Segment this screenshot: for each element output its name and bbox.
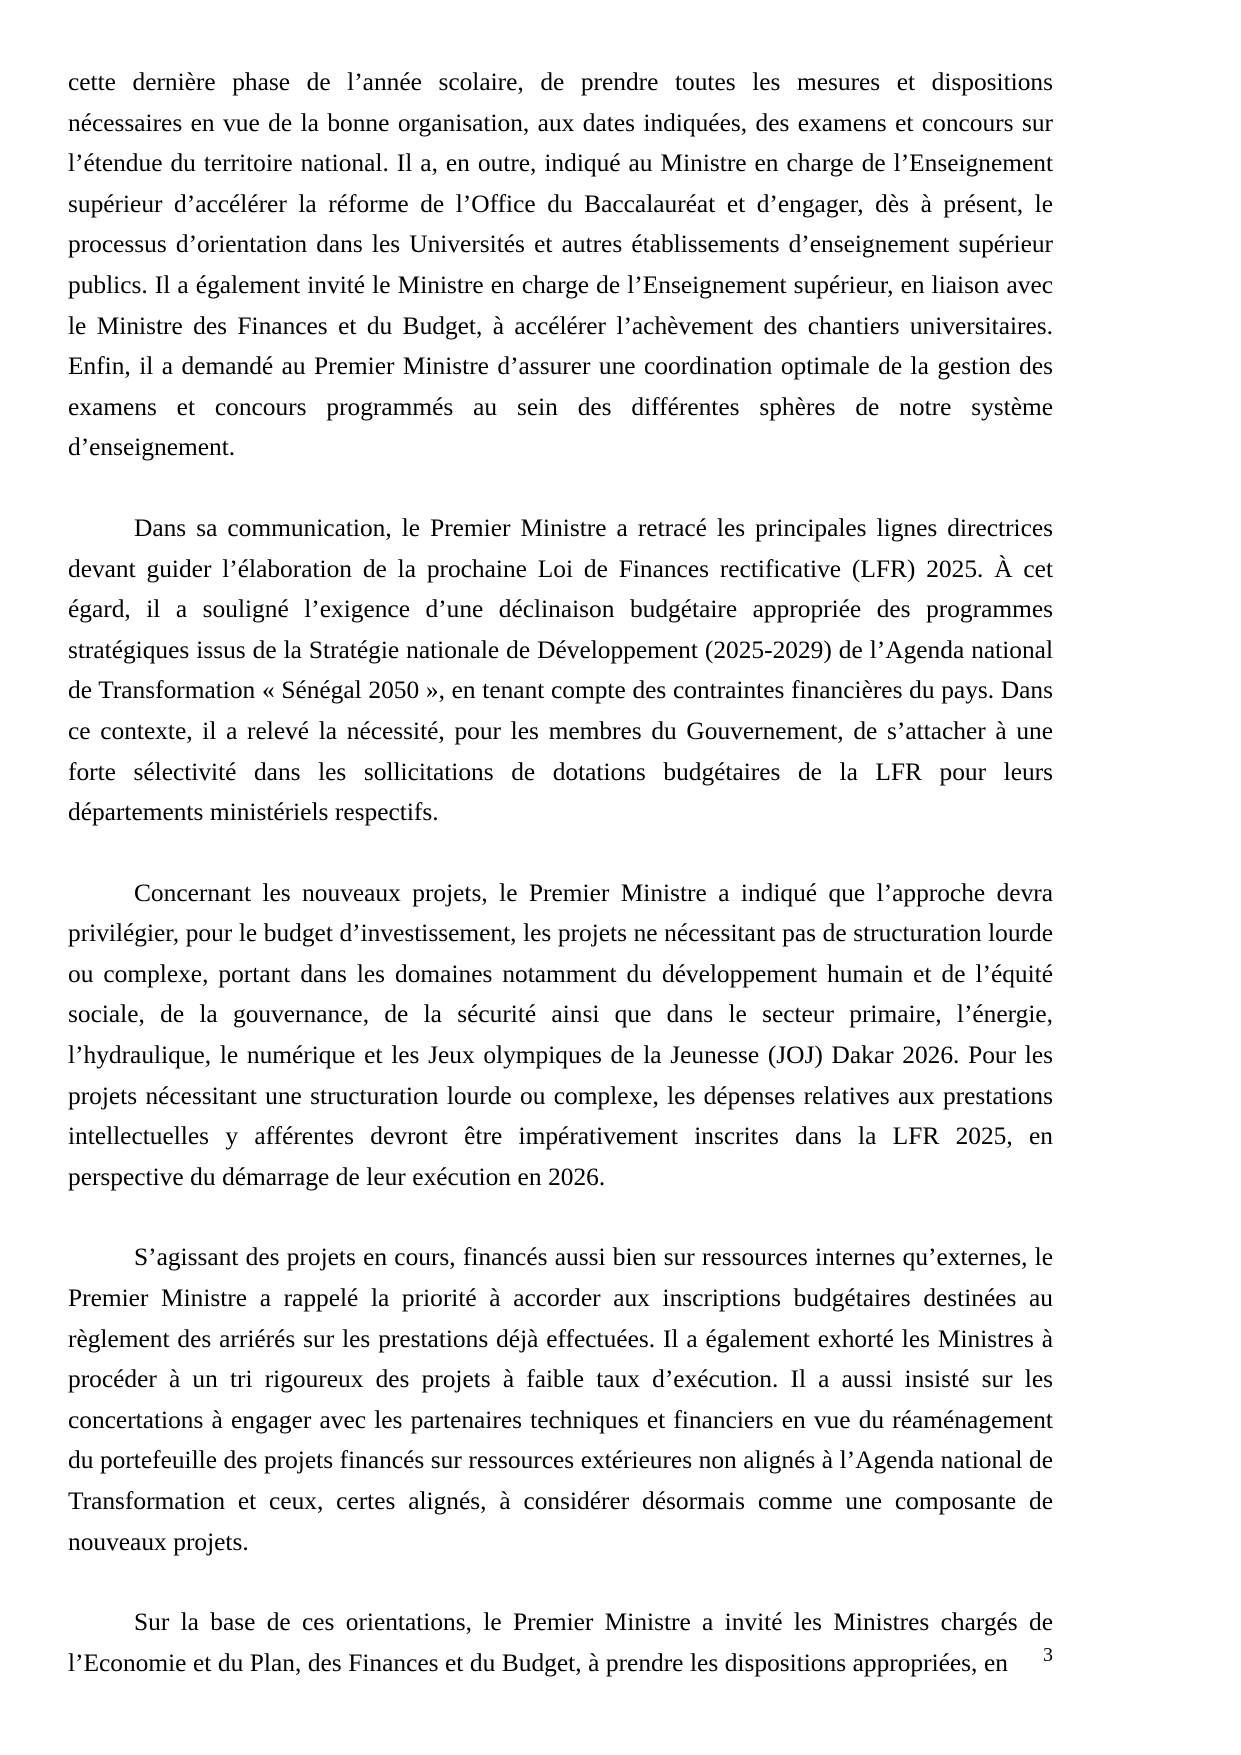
paragraph-1: cette dernière phase de l’année scolaire, de prendre toutes les mesures et dispositions nécessaires en vue de la bonne organisation, aux dates indiquées, des examens et concours sur l’étendue du territoire national. Il a, en outre, indiqué au Ministre en charge de l’Enseignement supérieur d’accélérer la réforme de l’Office du Baccalauréat et d’engager, dès à présent, le processus d’orientation dans les Universités et autres établissements d’enseignement supérieur publics. Il a également invité le Ministre en charge de l’Enseignement supérieur, en liaison avec le Ministre des Finances et du Budget, à accélérer l’achèvement des chantiers universitaires. Enfin, il a demandé au Premier Ministre d’assurer une coordination optimale de la gestion des examens et concours programmés au sein des différentes sphères de notre système d’enseignement. bbox=[68, 68, 1053, 462]
paragraph-2: Dans sa communication, le Premier Ministre a retracé les principales lignes directrices devant guider l’élaboration de la prochaine Loi de Finances rectificative (LFR) 2025. À cet égard, il a souligné l’exigence d’une déclinaison budgétaire appropriée des programmes stratégiques issus de la Stratégie nationale de Développement (2025-2029) de l’Agenda national de Transformation « Sénégal 2050 », en tenant compte des contraintes financières du pays. Dans ce contexte, il a relevé la nécessité, pour les membres du Gouvernement, de s’attacher à une forte sélectivité dans les sollicitations de dotations budgétaires de la LFR pour leurs départements ministériels respectifs. bbox=[68, 513, 1053, 827]
paragraph-4: S’agissant des projets en cours, financés aussi bien sur ressources internes qu’externes, le Premier Ministre a rappelé la priorité à accorder aux inscriptions budgétaires destinées au règlement des arriérés sur les prestations déjà effectuées. Il a également exhorté les Ministres à procéder à un tri rigoureux des projets à faible taux d’exécution. Il a aussi insisté sur les concertations à engager avec les partenaires techniques et financiers en vue du réaménagement du portefeuille des projets financés sur ressources extérieures non alignés à l’Agenda national de Transformation et ceux, certes alignés, à considérer désormais comme une composante de nouveaux projets. bbox=[68, 1243, 1053, 1556]
paragraph-5: Sur la base de ces orientations, le Premier Ministre a invité les Ministres chargés de l’Economie et du Plan, des Finances et du Budget, à prendre les dispositions appropriées, en bbox=[68, 1608, 1053, 1677]
paragraph-3: Concernant les nouveaux projets, le Premier Ministre a indiqué que l’approche devra privilégier, pour le budget d’investissement, les projets ne nécessitant pas de structuration lourde ou complexe, portant dans les domaines notamment du développement humain et de l’équité sociale, de la gouvernance, de la sécurité ainsi que dans le secteur primaire, l’énergie, l’hydraulique, le numérique et les Jeux olympiques de la Jeunesse (JOJ) Dakar 2026. Pour les projets nécessitant une structuration lourde ou complexe, les dépenses relatives aux prestations intellectuelles y afférentes devront être impérativement inscrites dans la LFR 2025, en perspective du démarrage de leur exécution en 2026. bbox=[68, 878, 1053, 1191]
document-body bbox=[68, 62, 1053, 1683]
page-number: 3 bbox=[1043, 1644, 1053, 1666]
